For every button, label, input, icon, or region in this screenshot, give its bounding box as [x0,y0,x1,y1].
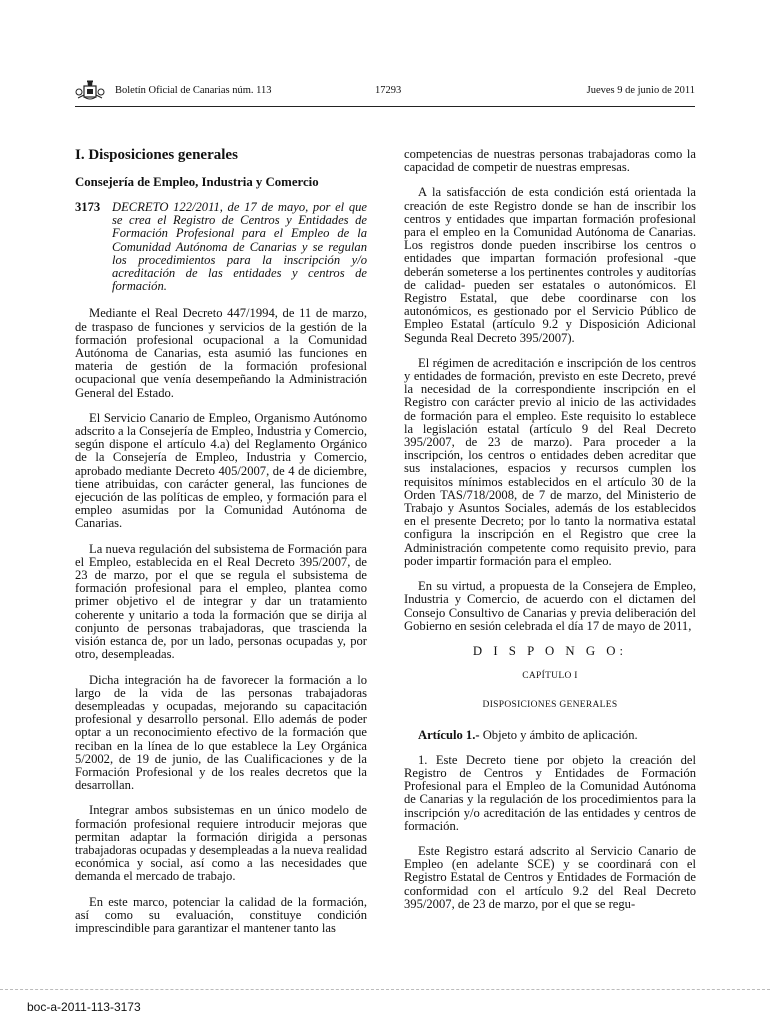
dispongo-heading: D I S P O N G O: [472,643,628,658]
right-column [404,148,696,923]
article-label: Artículo 1.- [418,727,480,742]
decree-heading [75,201,367,293]
paragraph-continuation: competencias de nuestras personas trabajadoras como la capacidad de competir de nuestras empresas. [404,147,696,175]
chapter-heading: CAPÍTULO I [522,671,578,682]
paragraph: En este marco, potenciar la calidad de la formación, así como su evaluación, constituye condición imprescindible para garantizar el mantener tanto las [75,894,367,935]
chapter-title: DISPOSICIONES GENERALES [482,700,618,711]
paragraph: 1. Este Decreto tiene por objeto la creación del Registro de Centros y Entidades de Formación Profesional para el Empleo de la Comunidad Autónoma de Canarias y la regulación de los procedimientos para la inscripción y/o acreditación de las entidades y centros de formación. [404,752,696,833]
article-title: Objeto y ámbito de aplicación. [479,727,638,742]
canarias-crest-icon [75,80,105,102]
header-date: Jueves 9 de junio de 2011 [586,85,695,96]
left-column [75,146,367,947]
paragraph: Mediante el Real Decreto 447/1994, de 11 de marzo, de traspaso de funciones y servicios de la gestión de la formación profesional ocupacional a la Comunidad Autónoma de Canarias, esta asumió las funciones en materia de gestión de la formación profesional ocupacional que venía desempeñando la Administración General del Estado. [75,306,367,400]
header-page-number: 17293 [375,85,402,96]
paragraph: A la satisfacción de esta condición está orientada la creación de este Registro donde se han de inscribir los centros y entidades que impartan formación profesional para el empleo en la Comunidad Autónoma de Canarias. Los registros donde pueden inscribirse los centros o entidades que impartan formación profesional -que deberán someterse a los pertinentes controles y auditorías de calidad- pueden ser estatales o autonómicos. El Registro Estatal, que debe coordinarse con los autonómicos, es gestionado por el Servicio Público de Empleo Estatal (artículo 9.2 y Disposición Adicional Segunda Real Decreto 395/2007). [404,185,696,345]
department-name: Consejería de Empleo, Industria y Comercio [75,175,319,189]
paragraph: El Servicio Canario de Empleo, Organismo Autónomo adscrito a la Consejería de Empleo, Industria y Comercio, según dispone el artículo 4.a) del Reglamento Orgánico de la Consejería de Empleo, Industria y Comercio, aprobado mediante Decreto 405/2007, de 4 de diciembre, tiene atribuidas, con carácter general, las funciones de ejecución de las políticas de empleo, y formación para el empleo asumidas por la Comunidad Autónoma de Canarias. [75,410,367,531]
article-heading [404,729,696,742]
paragraph: En su virtud, a propuesta de la Consejera de Empleo, Industria y Comercio, de acuerdo con el dictamen del Consejo Consultivo de Canarias y previa deliberación del Gobierno en sesión celebrada el día 17 de mayo de 2011, [404,579,696,633]
document-id: boc-a-2011-113-3173 [27,1000,141,1014]
footer-divider [0,989,770,990]
section-title: I. Disposiciones generales [75,147,238,163]
header-bulletin-name: Boletín Oficial de Canarias núm. 113 [115,85,272,96]
paragraph: Integrar ambos subsistemas en un único modelo de formación profesional requiere introducir mejoras que permitan adaptar la formación dirigida a personas trabajadoras ocupadas y desempleadas a la nueva realidad económica y social, así como a las necesidades que demanda el mercado de trabajo. [75,803,367,884]
paragraph: Dicha integración ha de favorecer la formación a lo largo de la vida de las personas trabajadoras desempleadas y ocupadas, mejorando su capacitación profesional y desarrollo personal. Ello además de poder optar a un reconocimiento efectivo de la formación que reciban en la línea de lo que establece la Ley Orgánica 5/2002, de 19 de junio, de las Cualificaciones y de la Formación Profesional y de los reales decretos que la desarrollan. [75,672,367,793]
decree-title: DECRETO 122/2011, de 17 de mayo, por el que se crea el Registro de Centros y Entidades de Formación Profesional para el Empleo de la Comunidad Autónoma de Canarias y se regulan los procedimientos para la inscripción y/o acreditación de las entidades y centros de formación. [112,200,367,294]
paragraph: La nueva regulación del subsistema de Formación para el Empleo, establecida en el Real Decreto 395/2007, de 23 de marzo, por el que se regula el subsistema de formación profesional para el empleo, plantea como primer objetivo el de integrar y dar un tratamiento coherente y unitario a toda la formación que se dirija al conjunto de personas trabajadoras, que trascienda la visión estanca de, por un lado, personas ocupadas y, por otro, desempleadas. [75,541,367,662]
decree-number: 3173 [75,200,101,214]
paragraph: El régimen de acreditación e inscripción de los centros y entidades de formación, previsto en este Decreto, prevé la necesidad de la correspondiente inscripción en el Registro con carácter previo al inicio de las actividades de formación para el empleo. Este requisito lo establece la legislación estatal (artículo 9 del Real Decreto 395/2007, de 23 de marzo). Para proceder a la inscripción, los centros o entidades deben acreditar que sus instalaciones, espacios y recursos cumplen los requisitos mínimos establecidos en el artículo 30 de la Orden TAS/718/2008, de 7 de marzo, del Ministerio de Trabajo y Asuntos Sociales, además de los establecidos en el presente Decreto; por lo tanto la normativa estatal configura la inscripción en el Registro que cree la Administración competente como requisito previo, para poder impartir formación para el empleo. [404,355,696,568]
paragraph: Este Registro estará adscrito al Servicio Canario de Empleo (en adelante SCE) y se coordinará con el Registro Estatal de Centros y Entidades de Formación de conformidad con el artículo 9.2 del Real Decreto 395/2007, de 23 de marzo, por el que se regu- [404,843,696,911]
page-header [75,80,695,107]
